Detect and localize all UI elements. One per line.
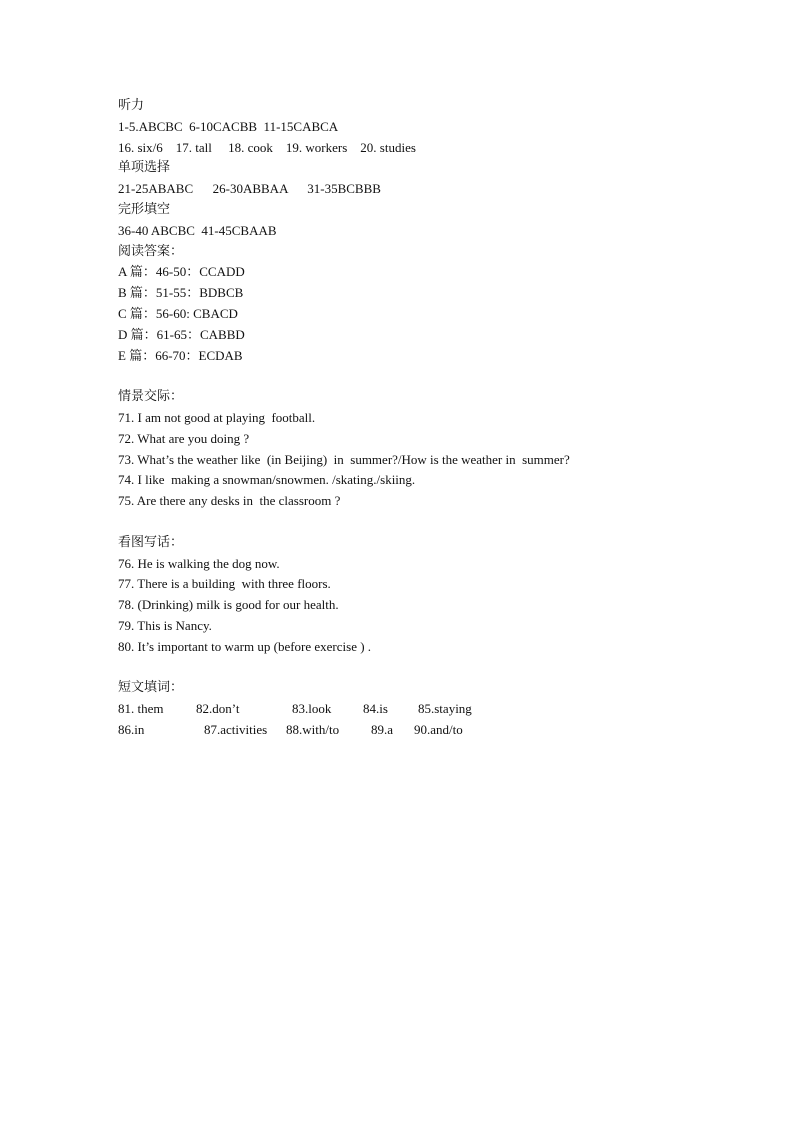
- situational-answer-71: 71. I am not good at playing football.: [118, 409, 316, 425]
- passage-fill-answer-81: 81. them: [118, 701, 164, 717]
- single-choice-answers: 21-25ABABC 26-30ABBAA 31-35BCBBB: [118, 181, 381, 197]
- passage-fill-answer-88: 88.with/to: [286, 721, 340, 737]
- spacer: [118, 658, 758, 679]
- passage-fill-answer-84: 84.is: [363, 701, 388, 717]
- picture-writing-answer-80: 80. It’s important to warm up (before exercise ) .: [118, 638, 372, 654]
- passage-fill-answer-83: 83.look: [292, 701, 332, 717]
- cloze-answers: 36-40 ABCBC 41-45CBAAB: [118, 222, 277, 238]
- section-heading-cloze: 完形填空: [118, 201, 171, 217]
- situational-answer-72: 72. What are you doing ?: [118, 430, 250, 446]
- passage-fill-answer-82: 82.don’t: [196, 701, 240, 717]
- passage-fill-answer-89: 89.a: [371, 721, 394, 737]
- passage-fill-row-2: [118, 720, 758, 741]
- reading-answer-a: A 篇：46-50：CCADD: [118, 264, 245, 280]
- section-heading-single-choice: 单项选择: [118, 160, 171, 176]
- passage-fill-row-1: [118, 699, 758, 720]
- situational-answer-73: 73. What’s the weather like (in Beijing) in summer?/How is the weather in summer?: [118, 451, 570, 467]
- reading-answer-d: D 篇：61-65：CABBD: [118, 326, 245, 342]
- picture-writing-answer-77: 77. There is a building with three floors.: [118, 576, 331, 592]
- spacer: [118, 512, 758, 533]
- section-heading-listening: 听力: [118, 98, 145, 113]
- listening-answers-1: 1-5.ABCBC 6-10CACBB 11-15CABCA: [118, 118, 339, 134]
- situational-answer-75: 75. Are there any desks in the classroom ?: [118, 493, 341, 509]
- passage-fill-answer-85: 85.staying: [418, 701, 472, 717]
- passage-fill-answer-87: 87.activities: [204, 721, 268, 737]
- section-heading-passage-fill: 短文填词：: [118, 680, 184, 696]
- section-heading-picture-writing: 看图写话：: [118, 534, 184, 550]
- passage-fill-answer-86: 86.in: [118, 721, 145, 737]
- picture-writing-answer-78: 78. (Drinking) milk is good for our health.: [118, 597, 339, 613]
- section-heading-reading: 阅读答案：: [118, 243, 184, 259]
- answer-key-page: [118, 96, 758, 741]
- section-heading-situational: 情景交际：: [118, 389, 184, 405]
- reading-answer-e: E 篇：66-70：ECDAB: [118, 347, 243, 363]
- reading-answer-b: B 篇：51-55：BDBCB: [118, 285, 244, 301]
- picture-writing-answer-76: 76. He is walking the dog now.: [118, 555, 280, 571]
- situational-answer-74: 74. I like making a snowman/snowmen. /skating./skiing.: [118, 472, 416, 488]
- reading-answer-c: C 篇：56-60: CBACD: [118, 305, 238, 321]
- listening-answers-2: 16. six/6 17. tall 18. cook 19. workers 20. studies: [118, 139, 416, 155]
- spacer: [118, 366, 758, 387]
- passage-fill-answer-90: 90.and/to: [414, 721, 463, 737]
- picture-writing-answer-79: 79. This is Nancy.: [118, 617, 212, 633]
